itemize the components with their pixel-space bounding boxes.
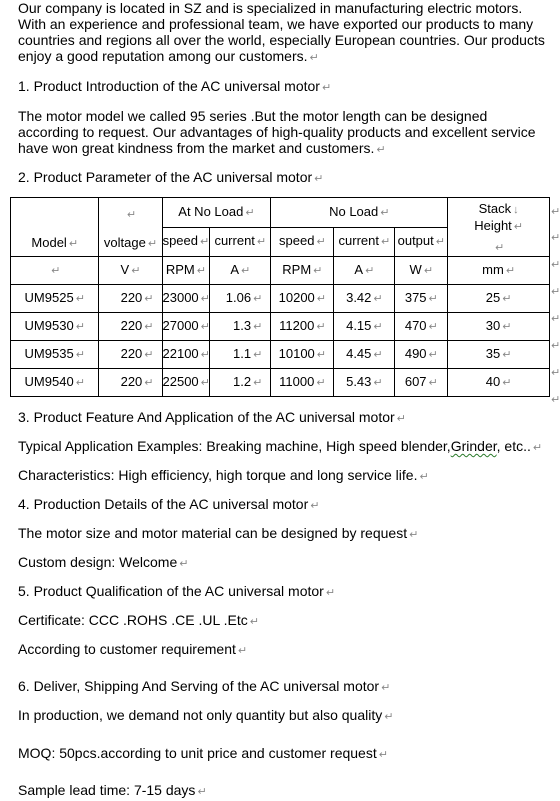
row-end-mark-icon: ↵ [551, 232, 560, 244]
voltage-header-cell: ↵ voltage ↵ [99, 198, 162, 257]
moq: MOQ: 50pcs.according to unit price and customer request ↵ [18, 745, 388, 761]
table-row: UM9530 ↵ 220 ↵ 27000 ↵ 1.3 ↵ 11200 ↵ 4.15 ↵ 470 ↵ 30 ↵ [11, 313, 550, 341]
paragraph-mark-icon: ↵ [310, 500, 320, 512]
paragraph-mark-icon: ↵ [314, 173, 324, 185]
no-load-group-header: No Load ↵ [271, 198, 448, 228]
section-6-body: In production, we demand not only quantity but also quality ↵ [18, 707, 394, 723]
output-header-cell: output ↵ [395, 227, 448, 257]
paragraph-mark-icon: ↵ [376, 144, 386, 156]
intro-line: countries and regions all over the world, especially European countries. Our products [18, 32, 545, 48]
current-header-cell: current ↵ [210, 227, 271, 257]
paragraph-mark-icon: ↵ [532, 442, 543, 454]
speed-header-cell: speed ↵ [162, 227, 210, 257]
intro-line: Our company is located in SZ and is specialized in manufacturing electric motors. [18, 0, 523, 16]
certificate: Certificate: CCC .ROHS .CE .UL .Etc ↵ [18, 612, 259, 628]
intro-paragraph [18, 0, 553, 66]
row-end-mark-icon: ↵ [551, 313, 560, 325]
paragraph-mark-icon: ↵ [381, 682, 391, 694]
application-examples: Typical Application Examples: Breaking machine, High speed blender,Grinder, etc.. ↵ [18, 438, 543, 454]
at-no-load-group-header: At No Load ↵ [162, 198, 271, 228]
unit-cell: mm ↵ [448, 257, 550, 285]
row-end-mark-icon: ↵ [551, 286, 560, 298]
paragraph-mark-icon: ↵ [378, 749, 388, 761]
stack-height-header-cell: Stack ↓ Height ↵ ↵ [448, 198, 550, 257]
unit-cell: RPM ↵ [271, 257, 334, 285]
characteristics: Characteristics: High efficiency, high torque and long service life. ↵ [18, 467, 429, 483]
unit-cell: RPM ↵ [162, 257, 210, 285]
table-row: UM9540 ↵ 220 ↵ 22500 ↵ 1.2 ↵ 11000 ↵ 5.43 ↵ 607 ↵ 40 ↵ [11, 369, 550, 397]
intro-line: enjoy a good reputation among our customers. ↵ [18, 48, 319, 64]
paragraph-mark-icon: ↵ [309, 52, 319, 64]
section-1-heading: 1. Product Introduction of the AC universal motor ↵ [18, 78, 332, 94]
paragraph-mark-icon: ↵ [409, 529, 419, 541]
section-6-heading: 6. Deliver, Shipping And Serving of the AC universal motor ↵ [18, 678, 391, 694]
paragraph-mark-icon: ↵ [237, 645, 248, 657]
row-end-mark-icon: ↵ [551, 259, 560, 271]
section-2-heading: 2. Product Parameter of the AC universal motor ↵ [18, 169, 324, 185]
model-header-cell: Model ↵ [11, 198, 99, 257]
paragraph-mark-icon: ↵ [321, 82, 332, 94]
speed-header-cell: speed ↵ [271, 227, 334, 257]
row-end-mark-icon: ↵ [551, 394, 560, 406]
customer-requirement: According to customer requirement ↵ [18, 641, 248, 657]
table-header-row [11, 198, 550, 228]
section-4-body: The motor size and motor material can be designed by request ↵ [18, 525, 419, 541]
paragraph-mark-icon: ↵ [396, 413, 406, 425]
table-row: UM9525 ↵ 220 ↵ 23000 ↵ 1.06 ↵ 10200 ↵ 3.42 ↵ 375 ↵ 25 ↵ [11, 285, 550, 313]
row-end-mark-icon: ↵ [551, 206, 560, 218]
unit-cell: V ↵ [99, 257, 162, 285]
sample-lead-time: Sample lead time: 7-15 days ↵ [18, 782, 207, 798]
paragraph-mark-icon: ↵ [325, 587, 336, 599]
section-5-heading: 5. Product Qualification of the AC universal motor ↵ [18, 583, 336, 599]
paragraph-mark-icon: ↵ [179, 558, 189, 570]
unit-cell: W ↵ [395, 257, 448, 285]
row-end-mark-icon: ↵ [551, 367, 560, 379]
paragraph-mark-icon: ↵ [197, 786, 207, 798]
section-4-heading: 4. Production Details of the AC universal motor ↵ [18, 496, 320, 512]
table-row: UM9535 ↵ 220 ↵ 22100 ↵ 1.1 ↵ 10100 ↵ 4.45 ↵ 490 ↵ 35 ↵ [11, 341, 550, 369]
intro-line: With an experience and professional team, we have exported our products to many [18, 16, 534, 32]
parameter-table [10, 197, 550, 397]
paragraph-mark-icon: ↵ [419, 471, 429, 483]
table-units-row [11, 257, 550, 285]
paragraph-mark-icon: ↵ [384, 711, 394, 723]
unit-cell: ↵ [11, 257, 99, 285]
current-header-cell: current ↵ [334, 227, 395, 257]
section-3-heading: 3. Product Feature And Application of the AC universal motor ↵ [18, 409, 406, 425]
custom-design: Custom design: Welcome ↵ [18, 554, 189, 570]
unit-cell: A ↵ [334, 257, 395, 285]
paragraph-mark-icon: ↵ [249, 616, 259, 628]
section-1-body: The motor model we called 95 series .But the motor length can be designed according to request. Our advantages of high-quality products and excellent service have won great kindness from the market and customers. ↵ [18, 108, 536, 156]
row-end-mark-icon: ↵ [551, 340, 560, 352]
unit-cell: A ↵ [210, 257, 271, 285]
